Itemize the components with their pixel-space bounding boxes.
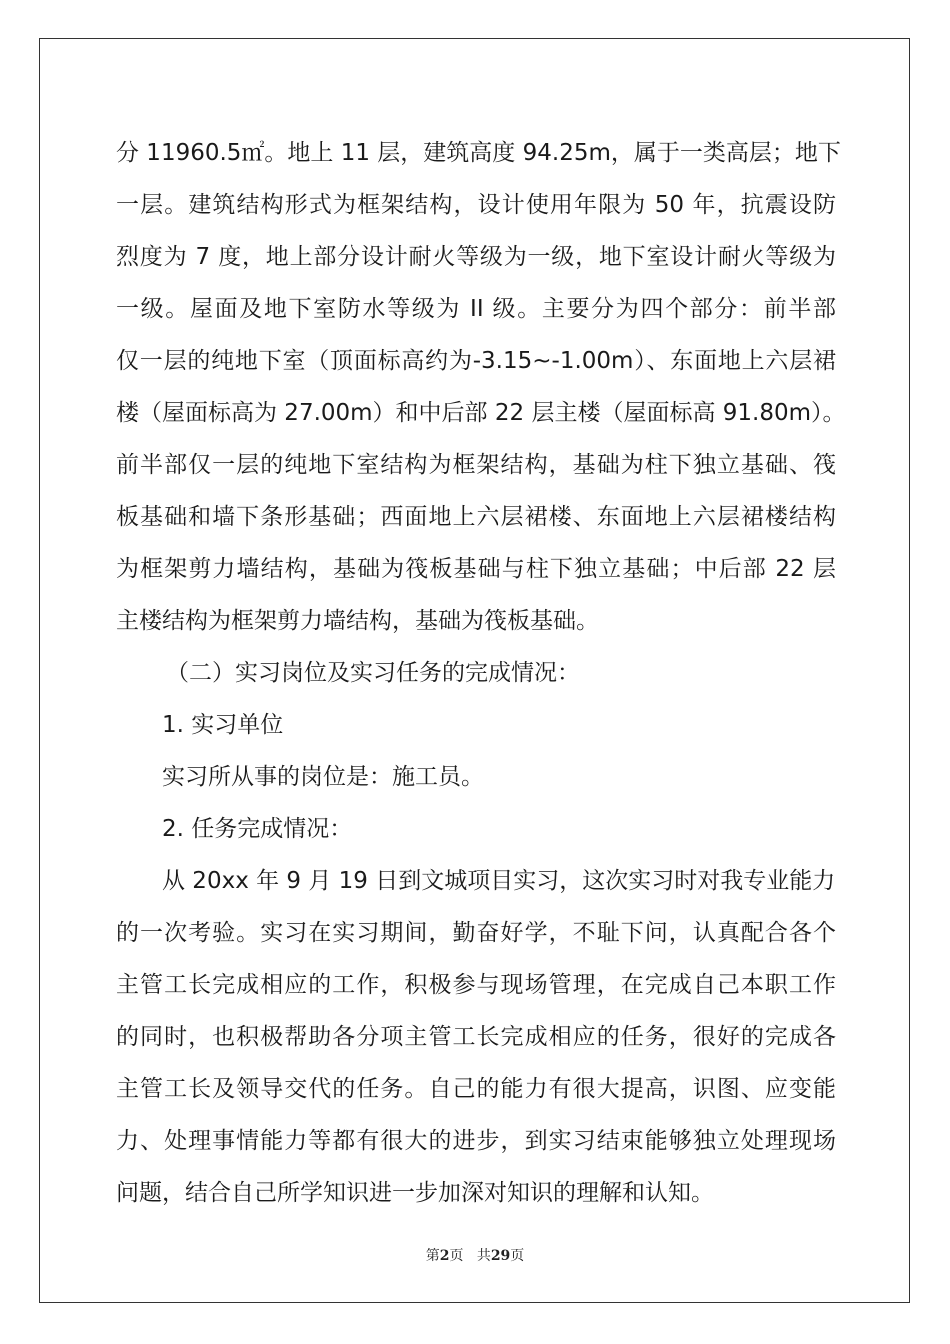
page-number: 2 (439, 1248, 450, 1264)
paragraph-line: 前半部仅一层的纯地下室结构为框架结构，基础为柱下独立基础、筏 (116, 452, 836, 478)
paragraph-line: 主楼结构为框架剪力墙结构，基础为筏板基础。 (116, 608, 599, 634)
paragraph-line: 分 11960.5㎡。地上 11 层，建筑高度 94.25m，属于一类高层；地下 (116, 140, 841, 166)
paragraph-line: 一级。屋面及地下室防水等级为 II 级。主要分为四个部分：前半部 (116, 296, 836, 322)
page-footer (0, 1245, 950, 1265)
paragraph-line: 烈度为 7 度，地上部分设计耐火等级为一级，地下室设计耐火等级为 (116, 244, 836, 270)
paragraph-line: 仅一层的纯地下室（顶面标高约为-3.15~-1.00m）、东面地上六层裙 (116, 348, 836, 374)
paragraph-line: 实习所从事的岗位是：施工员。 (162, 764, 484, 790)
paragraph-line: 问题，结合自己所学知识进一步加深对知识的理解和认知。 (116, 1180, 714, 1206)
subsection-heading: 2. 任务完成情况： (162, 816, 353, 842)
document-body (116, 127, 846, 1219)
paragraph-line: 为框架剪力墙结构，基础为筏板基础与柱下独立基础；中后部 22 层 (116, 556, 836, 582)
paragraph-line: 的同时，也积极帮助各分项主管工长完成相应的任务，很好的完成各 (116, 1024, 836, 1050)
total-prefix: 共 (476, 1248, 491, 1264)
paragraph-line: 主管工长及领导交代的任务。自己的能力有很大提高，识图、应变能 (116, 1076, 836, 1102)
total-suffix: 页 (510, 1248, 525, 1264)
paragraph-line: 从 20xx 年 9 月 19 日到文城项目实习，这次实习时对我专业能力 (162, 868, 836, 894)
paragraph-line: 主管工长完成相应的工作，积极参与现场管理，在完成自己本职工作 (116, 972, 836, 998)
paragraph-line: 的一次考验。实习在实习期间，勤奋好学，不耻下问，认真配合各个 (116, 920, 836, 946)
paragraph-line: 楼（屋面标高为 27.00m）和中后部 22 层主楼（屋面标高 91.80m）。 (116, 400, 846, 426)
paragraph-line: 一层。建筑结构形式为框架结构，设计使用年限为 50 年，抗震设防 (116, 192, 836, 218)
paragraph-line: 板基础和墙下条形基础；西面地上六层裙楼、东面地上六层裙楼结构 (116, 504, 836, 530)
subsection-heading: 1. 实习单位 (162, 712, 284, 738)
page-prefix: 第 (425, 1248, 440, 1264)
section-heading: （二）实习岗位及实习任务的完成情况： (166, 660, 580, 686)
paragraph-line: 力、处理事情能力等都有很大的进步，到实习结束能够独立处理现场 (116, 1128, 836, 1154)
total-pages: 29 (490, 1248, 511, 1264)
page-suffix: 页 (449, 1248, 464, 1264)
